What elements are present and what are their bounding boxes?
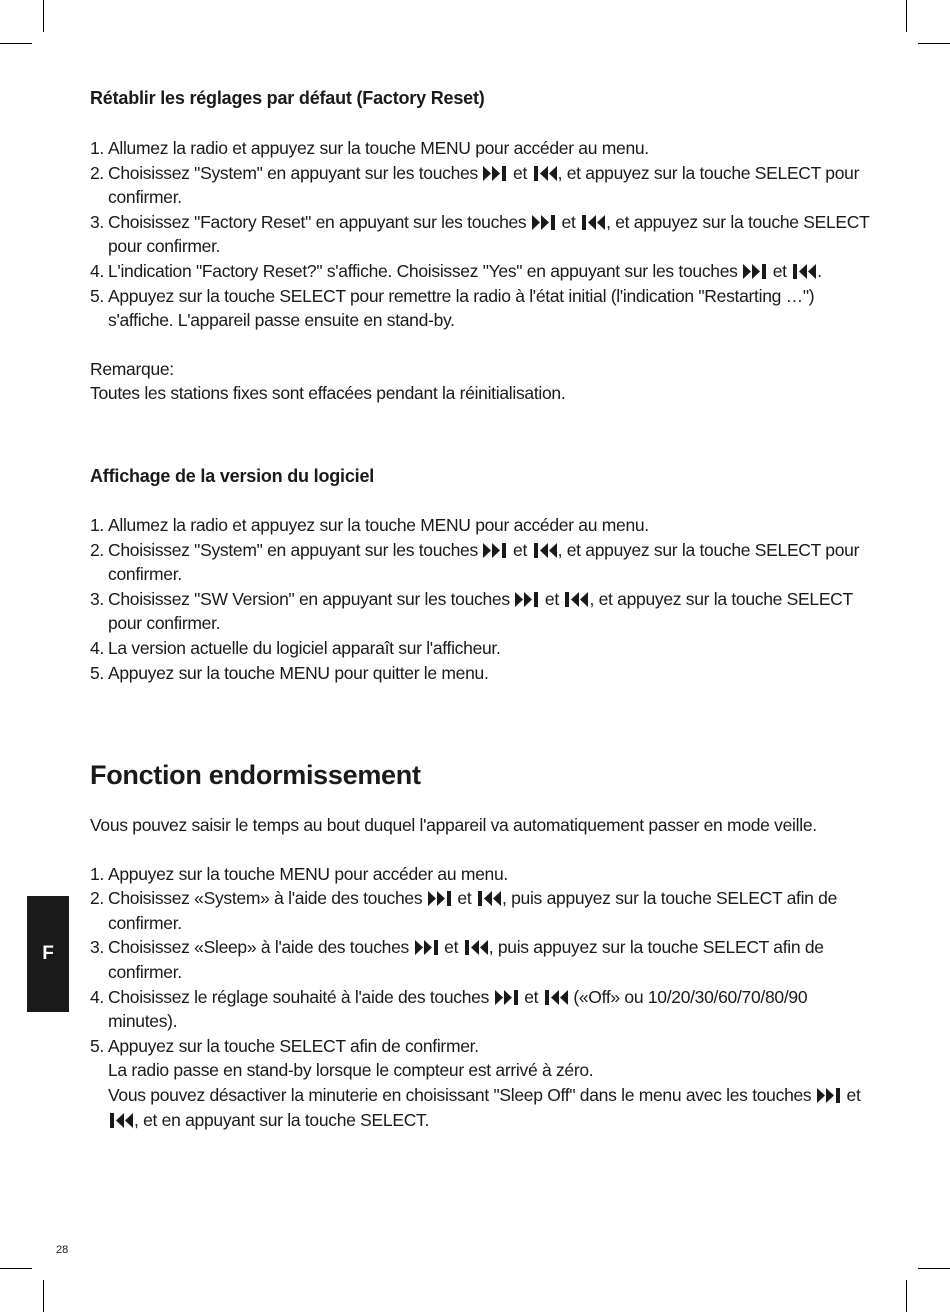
crop-mark [918, 43, 950, 44]
skip-back-icon [477, 891, 501, 906]
list-item: 5. Appuyez sur la touche MENU pour quitter le menu. [90, 662, 489, 683]
crop-mark [43, 0, 44, 32]
factory-reset-steps [90, 136, 870, 333]
skip-forward-icon [532, 215, 556, 230]
software-version-steps [90, 513, 870, 685]
sleep-intro: Vous pouvez saisir le temps au bout duquel l'appareil va automatiquement passer en mode veille. [90, 815, 817, 836]
sleep-steps [90, 862, 870, 1133]
list-item: 1. Allumez la radio et appuyez sur la touche MENU pour accéder au menu. [90, 514, 649, 535]
list-item: 4. Choisissez le réglage souhaité à l'aide des touches et («Off» ou 10/20/30/60/70/80/90 minutes). [90, 986, 808, 1032]
crop-mark [918, 1268, 950, 1269]
skip-back-icon [581, 215, 605, 230]
crop-mark [0, 1268, 32, 1269]
skip-forward-icon [743, 264, 767, 279]
list-item: 1. Appuyez sur la touche MENU pour accéder au menu. [90, 863, 508, 884]
crop-mark [0, 43, 32, 44]
language-tab: F [27, 896, 69, 1012]
note-text: Toutes les stations fixes sont effacées pendant la réinitialisation. [90, 383, 566, 404]
skip-forward-icon [483, 543, 507, 558]
list-item: 1. Allumez la radio et appuyez sur la touche MENU pour accéder au menu. [90, 138, 649, 158]
list-item: 2. Choisissez «System» à l'aide des touches et , puis appuyez sur la touche SELECT afin de confirmer. [90, 888, 838, 933]
sleep-heading: Fonction endormissement [90, 760, 421, 791]
skip-back-icon [533, 166, 557, 181]
skip-forward-icon [428, 891, 452, 906]
crop-mark [906, 1280, 907, 1312]
list-item: 4. L'indication "Factory Reset?" s'affiche. Choisissez "Yes" en appuyant sur les touches et . [90, 260, 822, 281]
list-item: 4. La version actuelle du logiciel apparaît sur l'afficheur. [90, 637, 501, 658]
list-item: 2. Choisissez "System" en appuyant sur les touches et , et appuyez sur la touche SELECT pour confirmer. [90, 539, 860, 585]
crop-mark [43, 1280, 44, 1312]
page-number: 28 [56, 1244, 69, 1256]
list-item: 5. Appuyez sur la touche SELECT afin de confirmer. La radio passe en stand-by lorsque le compteur est arrivé à zéro. Vous pouvez désactiver la minuterie en choisissant "Sleep Off" dans le menu avec les touches et , et en appuyant sur la touche SELECT. [90, 1035, 861, 1130]
skip-back-icon [564, 592, 588, 607]
page-content [90, 86, 870, 1132]
skip-back-icon [109, 1113, 133, 1128]
list-item: 3. Choisissez "SW Version" en appuyant sur les touches et , et appuyez sur la touche SELECT pour confirmer. [90, 588, 853, 634]
crop-mark [906, 0, 907, 32]
factory-reset-heading: Rétablir les réglages par défaut (Factory Reset) [90, 88, 485, 108]
note-label: Remarque: [90, 358, 174, 379]
list-item: 2. Choisissez "System" en appuyant sur les touches et , et appuyez sur la touche SELECT pour confirmer. [90, 162, 860, 208]
skip-back-icon [792, 264, 816, 279]
software-version-heading: Affichage de la version du logiciel [90, 465, 375, 486]
skip-forward-icon [817, 1088, 841, 1103]
skip-back-icon [464, 940, 488, 955]
list-item: 3. Choisissez «Sleep» à l'aide des touches et , puis appuyez sur la touche SELECT afin de confirmer. [90, 937, 824, 983]
skip-back-icon [544, 990, 568, 1005]
skip-forward-icon [515, 592, 539, 607]
skip-back-icon [533, 543, 557, 558]
skip-forward-icon [483, 166, 507, 181]
list-item: 3. Choisissez "Factory Reset" en appuyant sur les touches et , et appuyez sur la touche SELECT pour confirmer. [90, 211, 870, 257]
list-item: 5. Appuyez sur la touche SELECT pour remettre la radio à l'état initial (l'indication "Restarting …") s'affiche. L'appareil passe ensuite en stand-by. [90, 285, 815, 331]
skip-forward-icon [495, 990, 519, 1005]
skip-forward-icon [415, 940, 439, 955]
